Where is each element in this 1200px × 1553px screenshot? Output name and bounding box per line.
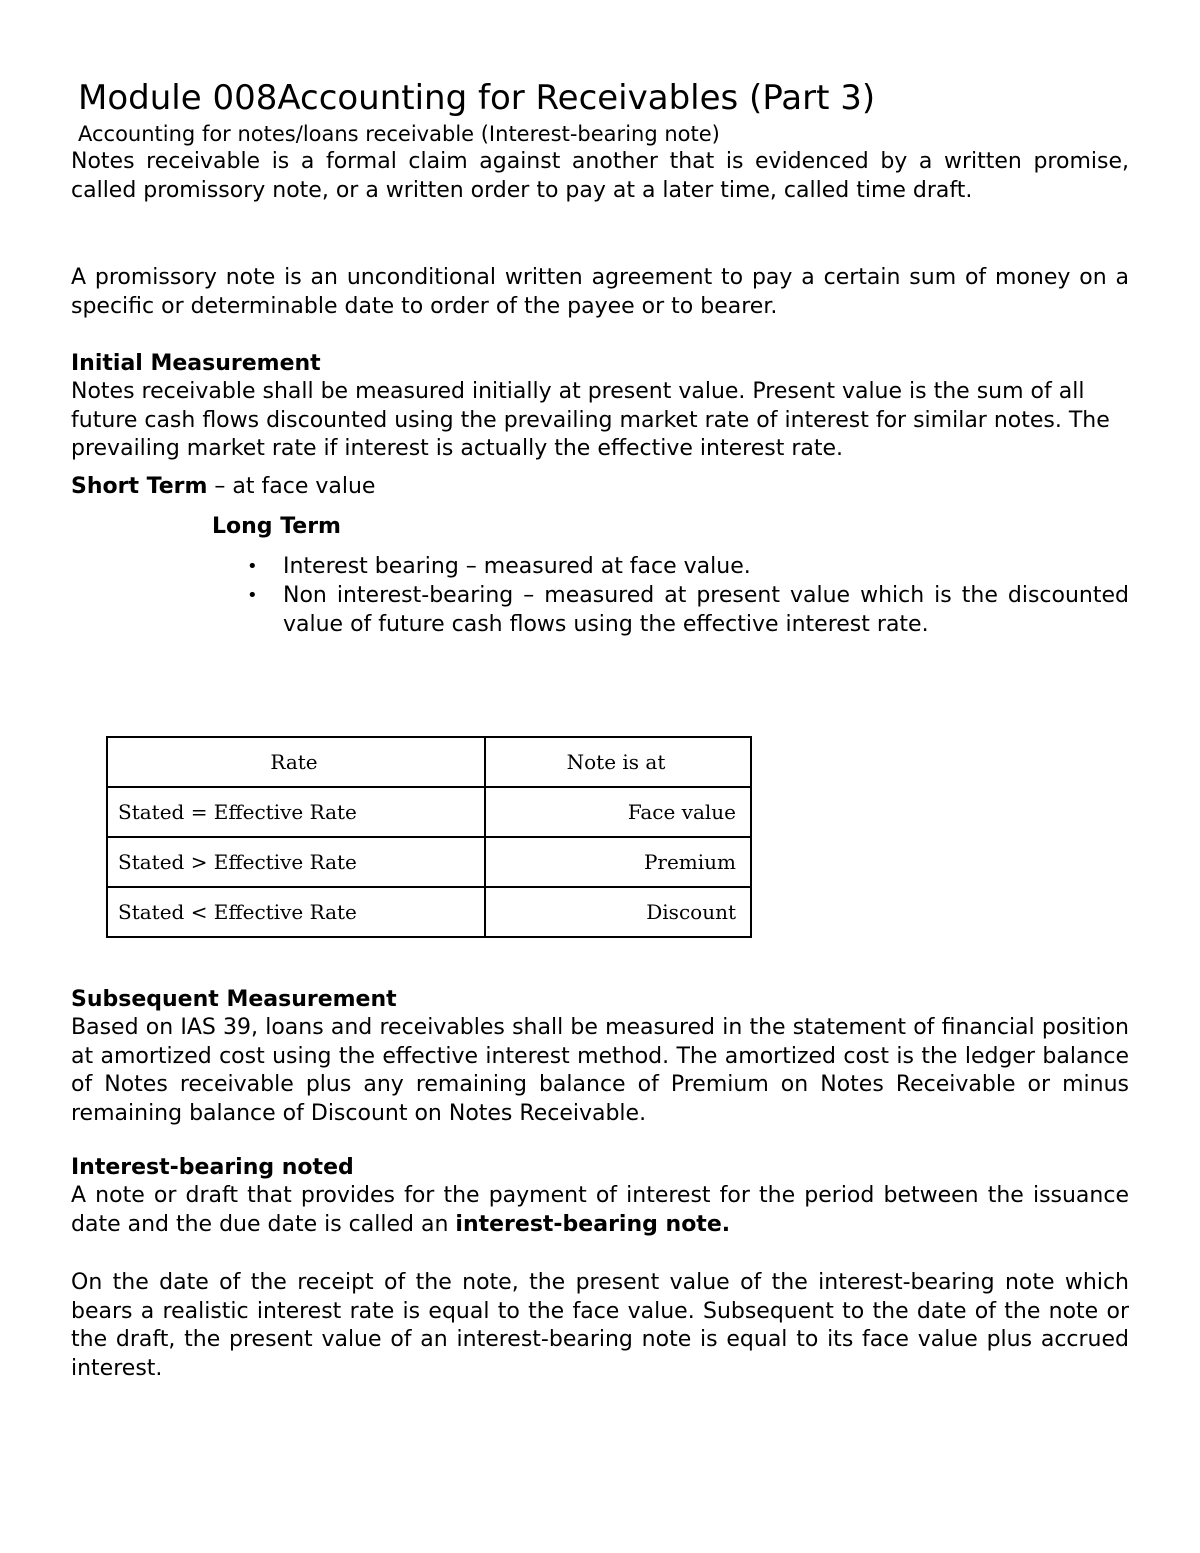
table-cell-rate: Stated > Effective Rate — [107, 837, 485, 887]
table-cell-note: Discount — [485, 887, 751, 937]
table-header-row — [107, 737, 751, 787]
initial-measurement-heading: Initial Measurement — [71, 351, 321, 376]
bullet-text: Non interest-bearing – measured at present value which is the discounted value of future cash flows using the effective interest rate. — [283, 583, 1129, 637]
table-header-note: Note is at — [485, 737, 751, 787]
interest-bearing-closing: On the date of the receipt of the note, the present value of the interest-bearing note which bears a realistic interest rate is equal to the face value. Subsequent to the date of the note or the draft, the present value of an interest-bearing note is equal to its face value plus accrued interest. — [71, 1270, 1129, 1381]
bullet-item — [247, 552, 1129, 581]
document-title: Module 008Accounting for Receivables (Part 3) — [78, 78, 876, 118]
bullet-item — [247, 581, 1129, 639]
subsequent-measurement-body: Based on IAS 39, loans and receivables shall be measured in the statement of financial position at amortized cost using the effective interest method. The amortized cost is the ledger balance of Notes receivable plus any remaining balance of Premium on Notes Receivable or minus remaining balance of Discount on Notes Receivable. — [71, 1015, 1129, 1126]
short-term-text: – at face value — [207, 474, 376, 499]
promissory-note-paragraph: A promissory note is an unconditional written agreement to pay a certain sum of money on a specific or determinable date to order of the payee or to bearer. — [71, 265, 1129, 319]
table-row — [107, 887, 751, 937]
bullet-icon: • — [247, 556, 258, 577]
document-subtitle: Accounting for notes/loans receivable (Interest-bearing note) — [78, 122, 720, 146]
table-cell-rate: Stated < Effective Rate — [107, 887, 485, 937]
short-term-line — [71, 473, 375, 501]
table-header-rate: Rate — [107, 737, 485, 787]
table-cell-rate: Stated = Effective Rate — [107, 787, 485, 837]
long-term-bullet-list — [247, 552, 1129, 639]
rate-table — [106, 736, 752, 938]
interest-bearing-heading: Interest-bearing noted — [71, 1155, 354, 1180]
intro-paragraph: Notes receivable is a formal claim against another that is evidenced by a written promise, called promissory note, or a written order to pay at a later time, called time draft. — [71, 149, 1129, 203]
interest-bearing-emphasis: interest-bearing note. — [455, 1211, 731, 1237]
short-term-label: Short Term — [71, 474, 208, 499]
interest-bearing-body-text: A note or draft that provides for the payment of interest for the period between the issuance date and the due date is called an — [71, 1183, 1129, 1237]
initial-measurement-body: Notes receivable shall be measured initially at present value. Present value is the sum of all future cash flows discounted using the prevailing market rate of interest for similar notes. The prevailing market rate if interest is actually the effective interest rate. — [71, 379, 1110, 462]
table-row — [107, 787, 751, 837]
subsequent-measurement-heading: Subsequent Measurement — [71, 987, 397, 1012]
interest-bearing-body — [71, 1182, 1129, 1239]
long-term-heading: Long Term — [212, 514, 341, 539]
table-cell-note: Premium — [485, 837, 751, 887]
table-cell-note: Face value — [485, 787, 751, 837]
bullet-text: Interest bearing – measured at face value. — [283, 554, 751, 579]
bullet-icon: • — [247, 585, 258, 606]
table-row — [107, 837, 751, 887]
